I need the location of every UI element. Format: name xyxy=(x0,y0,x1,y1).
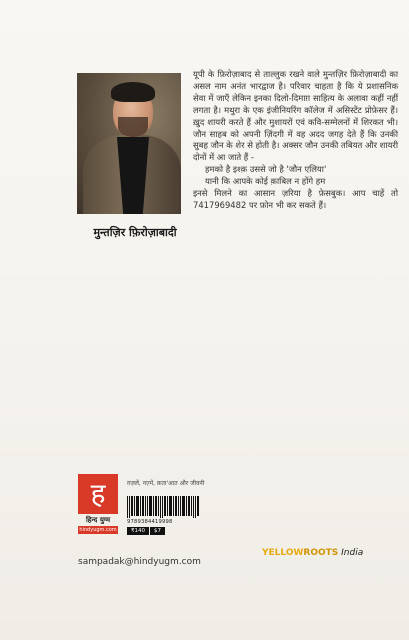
imprint-india: India xyxy=(338,548,364,558)
isbn-number: 9789384419998 xyxy=(127,519,173,525)
imprint-logo xyxy=(262,548,363,558)
price-usd: $7 xyxy=(150,527,165,535)
author-bio xyxy=(193,69,398,212)
publisher-name: हिन्द युग्म xyxy=(85,516,111,524)
genre-tags: ग़ज़लें, नज़्में, क़ता'आत और जीवनी xyxy=(127,480,205,487)
publisher-logo xyxy=(78,474,118,542)
bio-paragraph: यूपी के फ़िरोज़ाबाद से ताल्लुक रखने वाले मुन्तज़िर फ़िरोज़ाबादी का असल नाम अनंत भारद्वाज है। परिवार चाहता है कि ये प्रशासनिक सेवा में जाएँ लेकिन इनका दिलो-दिमाग़ साहित्य के अलावा कहीं नहीं लगता है। मथुरा के एक इंजीनियरिंग कॉलेज में असिस्टेंट प्रोफ़ेसर हैं। ख़ुद शायरी करते हैं और मुशायरों एवं कवि-सम्मेलनों में शिरकत भी। जौन साहब को अपनी ज़िंदगी में वह अदद जगह देते हैं कि उनकी सुबह जौन के शेर से होती है। अक्सर जौन उनकी तबियत और शायरी दोनों में आ जाते हैं - xyxy=(193,69,398,163)
price-tag xyxy=(127,527,201,535)
barcode-icon xyxy=(127,496,201,518)
author-photo xyxy=(77,73,181,214)
couplet-line-1: हमको है इश्क़ उससे जो है 'जौन एलिया' xyxy=(205,164,327,175)
imprint-yellow: YELLOW xyxy=(262,548,304,558)
author-name: मुन्तज़िर फ़िरोज़ाबादी xyxy=(93,226,177,239)
publisher-email: sampadak@hindyugm.com xyxy=(78,557,201,567)
couplet-line-2: यानी कि आपके कोई क़ाबिल न होंगे हम xyxy=(205,176,326,187)
barcode-block xyxy=(127,496,201,535)
price-inr: ₹140 xyxy=(127,527,149,535)
publisher-glyph: ह xyxy=(90,477,106,510)
bio-closing: इनसे मिलने का आसान ज़रिया है फ़ेसबुक। आप चाहें तो 7417969482 पर फ़ोन भी कर सकते हैं। xyxy=(193,188,398,210)
publisher-logo-mark xyxy=(78,474,118,514)
imprint-roots: ROOTS xyxy=(303,548,339,558)
publisher-url: hindyugm.com xyxy=(79,527,117,533)
